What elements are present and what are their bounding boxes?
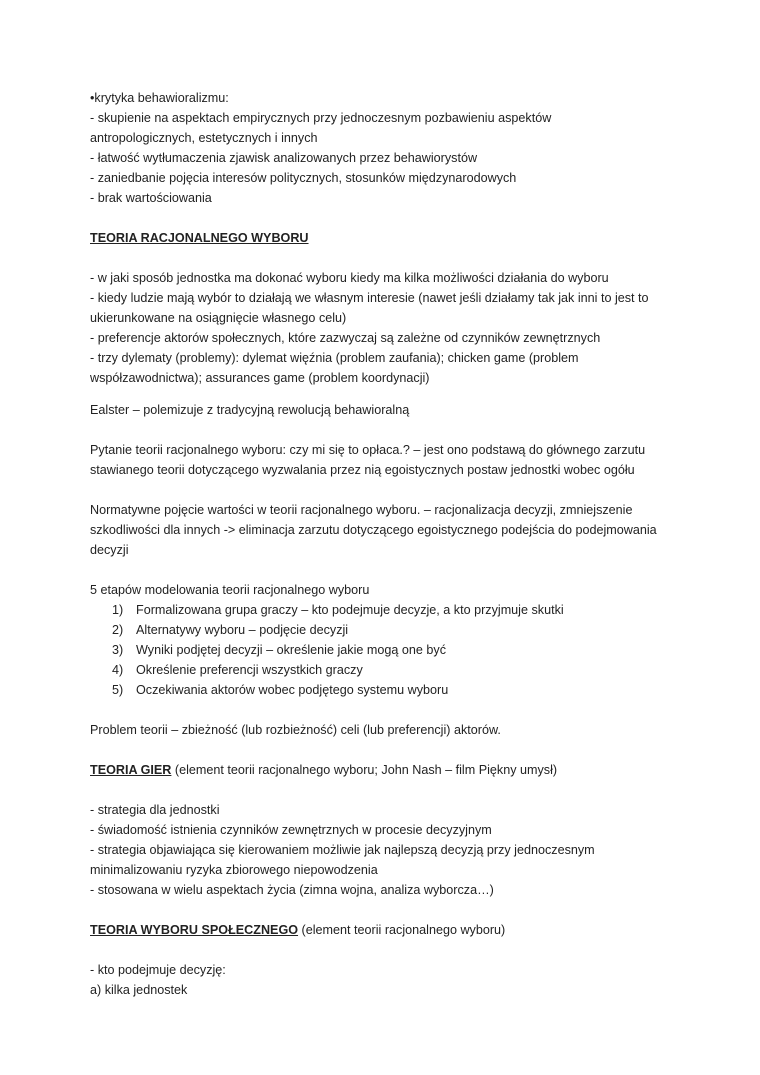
stages-list [90, 600, 680, 700]
question-line: Pytanie teorii racjonalnego wyboru: czy mi się to opłaca.? – jest ono podstawą do głównego zarzutu [90, 443, 646, 457]
stages-title: 5 etapów modelowania teorii racjonalnego wyboru [90, 583, 370, 597]
rational-choice-line: - preferencje aktorów społecznych, które zazwyczaj są zależne od czynników zewnętrznych [90, 331, 601, 345]
game-theory-heading-line [90, 760, 680, 780]
criticism-line: antropologicznych, estetycznych i innych [90, 131, 318, 145]
game-theory-heading: TEORIA GIER [90, 763, 172, 777]
ealster-note: Ealster – polemizuje z tradycyjną rewolucją behawioralną [90, 403, 410, 417]
social-choice-heading-suffix: (element teorii racjonalnego wyboru) [298, 923, 506, 937]
stage-item: 3) Wyniki podjętej decyzji – określenie jakie mogą one być [112, 643, 446, 657]
game-theory-line: minimalizowaniu ryzyka zbiorowego niepowodzenia [90, 863, 378, 877]
stage-item: 2) Alternatywy wyboru – podjęcie decyzji [112, 623, 349, 637]
social-choice-heading-line [90, 920, 680, 940]
criticism-line: - brak wartościowania [90, 191, 212, 205]
stage-item: 1) Formalizowana grupa graczy – kto podejmuje decyzje, a kto przyjmuje skutki [112, 603, 564, 617]
document-content [90, 88, 680, 1000]
problem-line: Problem teorii – zbieżność (lub rozbieżność) celi (lub preferencji) aktorów. [90, 723, 501, 737]
game-theory-line: - strategia dla jednostki [90, 803, 220, 817]
game-theory-line: - strategia objawiająca się kierowaniem możliwie jak najlepszą decyzją przy jednoczesnym [90, 843, 595, 857]
rational-choice-line: - kiedy ludzie mają wybór to działają we własnym interesie (nawet jeśli działamy tak jak inni to jest to [90, 291, 649, 305]
criticism-line: - skupienie na aspektach empirycznych przy jednoczesnym pozbawieniu aspektów [90, 111, 552, 125]
social-choice-line: - kto podejmuje decyzję: [90, 963, 226, 977]
social-choice-heading: TEORIA WYBORU SPOŁECZNEGO [90, 923, 299, 937]
rational-choice-heading: TEORIA RACJONALNEGO WYBORU [90, 231, 309, 245]
criticism-line: - łatwość wytłumaczenia zjawisk analizowanych przez behawiorystów [90, 151, 478, 165]
rational-choice-line: - w jaki sposób jednostka ma dokonać wyboru kiedy ma kilka możliwości działania do wyboru [90, 271, 609, 285]
criticism-title: •krytyka behawioralizmu: [90, 91, 229, 105]
normative-line: Normatywne pojęcie wartości w teorii racjonalnego wyboru. – racjonalizacja decyzji, zmniejszenie [90, 503, 633, 517]
rational-choice-line: - trzy dylematy (problemy): dylemat więźnia (problem zaufania); chicken game (problem [90, 351, 579, 365]
game-theory-line: - świadomość istnienia czynników zewnętrznych w procesie decyzyjnym [90, 823, 492, 837]
criticism-line: - zaniedbanie pojęcia interesów politycznych, stosunków międzynarodowych [90, 171, 517, 185]
normative-line: szkodliwości dla innych -> eliminacja zarzutu dotyczącego egoistycznego podejścia do podejmowania [90, 523, 657, 537]
normative-line: decyzji [90, 543, 129, 557]
stage-item: 5) Oczekiwania aktorów wobec podjętego systemu wyboru [112, 683, 449, 697]
rational-choice-line: ukierunkowane na osiągnięcie własnego celu) [90, 311, 347, 325]
question-line: stawianego teorii dotyczącego wyzwalania przez nią egoistycznych postaw jednostki wobec ogółu [90, 463, 635, 477]
stage-item: 4) Określenie preferencji wszystkich graczy [112, 663, 363, 677]
game-theory-heading-suffix: (element teorii racjonalnego wyboru; John Nash – film Piękny umysł) [171, 763, 558, 777]
social-choice-line: a) kilka jednostek [90, 983, 188, 997]
rational-choice-line: współzawodnictwa); assurances game (problem koordynacji) [90, 371, 430, 385]
game-theory-line: - stosowana w wielu aspektach życia (zimna wojna, analiza wyborcza…) [90, 883, 494, 897]
